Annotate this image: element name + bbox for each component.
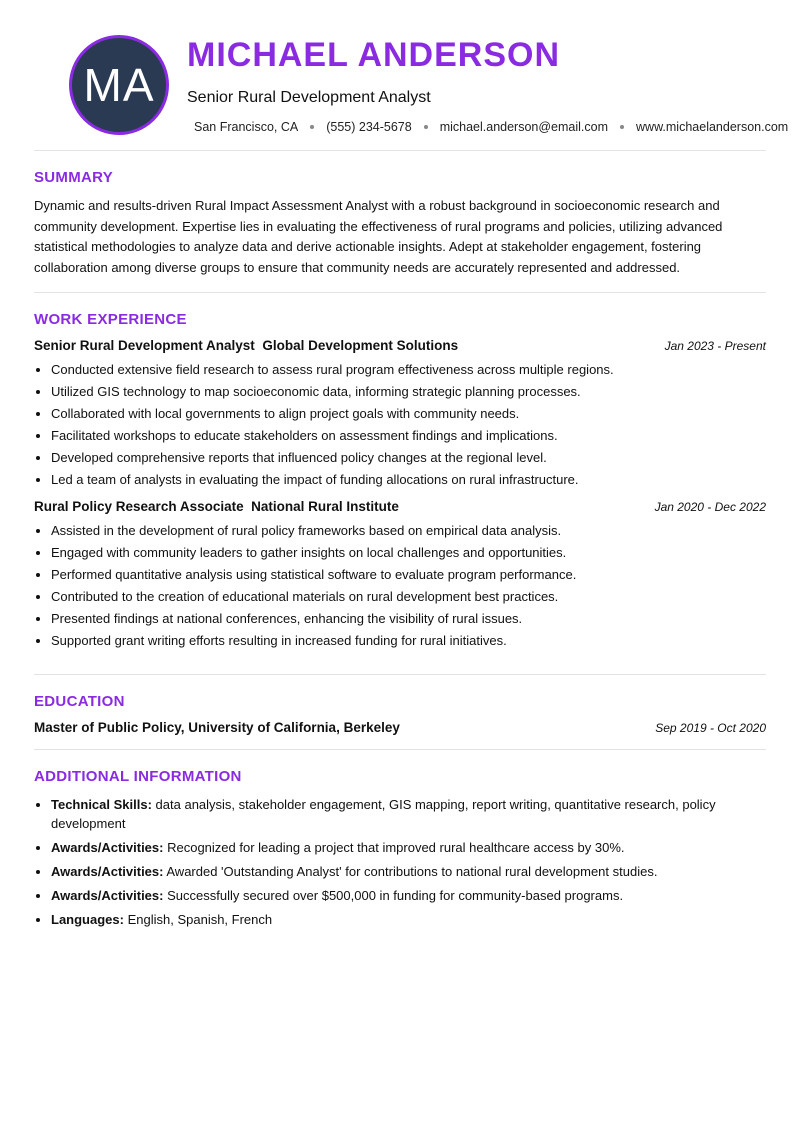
job-role: Rural Policy Research Associate <box>34 499 244 514</box>
separator-dot <box>620 125 624 129</box>
info-text: Successfully secured over $500,000 in funding for community-based programs. <box>167 888 624 903</box>
education-degree: Master of Public Policy, University of California, Berkeley <box>34 720 400 735</box>
contact-email[interactable]: michael.anderson@email.com <box>439 120 609 134</box>
avatar <box>69 35 169 135</box>
separator-dot <box>424 125 428 129</box>
section-title-education: EDUCATION <box>34 693 125 710</box>
list-item <box>51 795 766 833</box>
list-item: • Supported grant writing efforts resulting in increased funding for rural initiatives. <box>51 630 766 652</box>
avatar-initials: MA <box>83 59 155 111</box>
list-item: • Utilized GIS technology to map socioeconomic data, informing strategic planning processes. <box>51 381 766 403</box>
job-header <box>34 499 766 514</box>
section-title-additional: ADDITIONAL INFORMATION <box>34 768 242 785</box>
list-item: • Performed quantitative analysis using statistical software to evaluate program performance. <box>51 564 766 586</box>
info-label: Awards/Activities: <box>51 864 164 879</box>
job-entry <box>34 338 766 491</box>
contact-website[interactable]: www.michaelanderson.com <box>636 120 789 134</box>
info-text: data analysis, stakeholder engagement, GIS mapping, report writing, quantitative research, policy development <box>51 797 716 831</box>
contact-phone: (555) 234-5678 <box>326 120 412 134</box>
list-item: • Presented findings at national conferences, enhancing the visibility of rural issues. <box>51 608 766 630</box>
education-section <box>34 675 766 749</box>
job-title: Senior Rural Development Analyst <box>187 89 431 106</box>
list-item: • Contributed to the creation of educational materials on rural development best practices. <box>51 586 766 608</box>
info-text: Awarded 'Outstanding Analyst' for contributions to national rural development studies. <box>166 864 658 879</box>
education-entry <box>34 720 766 735</box>
list-item: • Collaborated with local governments to align project goals with community needs. <box>51 403 766 425</box>
job-company: Global Development Solutions <box>262 338 459 353</box>
separator-dot <box>310 125 314 129</box>
job-dates: Jan 2023 - Present <box>664 339 766 353</box>
candidate-name: MICHAEL ANDERSON <box>187 36 561 74</box>
section-title-experience: WORK EXPERIENCE <box>34 311 187 328</box>
list-item <box>51 838 766 857</box>
job-dates: Jan 2020 - Dec 2022 <box>654 500 766 514</box>
job-bullets <box>34 520 766 652</box>
list-item: • Developed comprehensive reports that influenced policy changes at the regional level. <box>51 447 766 469</box>
job-entry <box>34 499 766 652</box>
education-dates: Sep 2019 - Oct 2020 <box>655 721 766 735</box>
info-text: English, Spanish, French <box>127 912 273 927</box>
list-item <box>51 910 766 929</box>
resume-header <box>34 0 789 150</box>
list-item: • Conducted extensive field research to assess rural program effectiveness across multiple regions. <box>51 359 766 381</box>
info-label: Awards/Activities: <box>51 888 164 903</box>
list-item: • Assisted in the development of rural policy frameworks based on empirical data analysis. <box>51 520 766 542</box>
experience-section <box>34 293 766 674</box>
contact-line <box>194 120 788 134</box>
additional-section <box>34 750 766 948</box>
summary-text: Dynamic and results-driven Rural Impact Assessment Analyst with a robust background in socioeconomic research and community development. Expertise lies in evaluating the effectiveness of rural programs and policies, utilizing advanced statistical methodologies to analyze data and derive actionable insights. Adept at stakeholder engagement, fostering collaboration among diverse groups to ensure that community needs are accurately represented and addressed. <box>34 198 723 275</box>
list-item <box>51 862 766 881</box>
section-title-summary: SUMMARY <box>34 169 114 186</box>
list-item: • Facilitated workshops to educate stakeholders on assessment findings and implications. <box>51 425 766 447</box>
contact-location: San Francisco, CA <box>194 120 299 134</box>
additional-list <box>34 795 766 929</box>
list-item: • Led a team of analysts in evaluating the impact of funding allocations on rural infrastructure. <box>51 469 766 491</box>
job-bullets <box>34 359 766 491</box>
info-label: Technical Skills: <box>51 797 152 812</box>
info-text: Recognized for leading a project that improved rural healthcare access by 30%. <box>167 840 625 855</box>
job-header <box>34 338 766 353</box>
job-role: Senior Rural Development Analyst <box>34 338 255 353</box>
job-company: National Rural Institute <box>251 499 399 514</box>
list-item <box>51 886 766 905</box>
info-label: Awards/Activities: <box>51 840 164 855</box>
summary-section <box>34 151 766 292</box>
list-item: • Engaged with community leaders to gather insights on local challenges and opportunities. <box>51 542 766 564</box>
info-label: Languages: <box>51 912 124 927</box>
